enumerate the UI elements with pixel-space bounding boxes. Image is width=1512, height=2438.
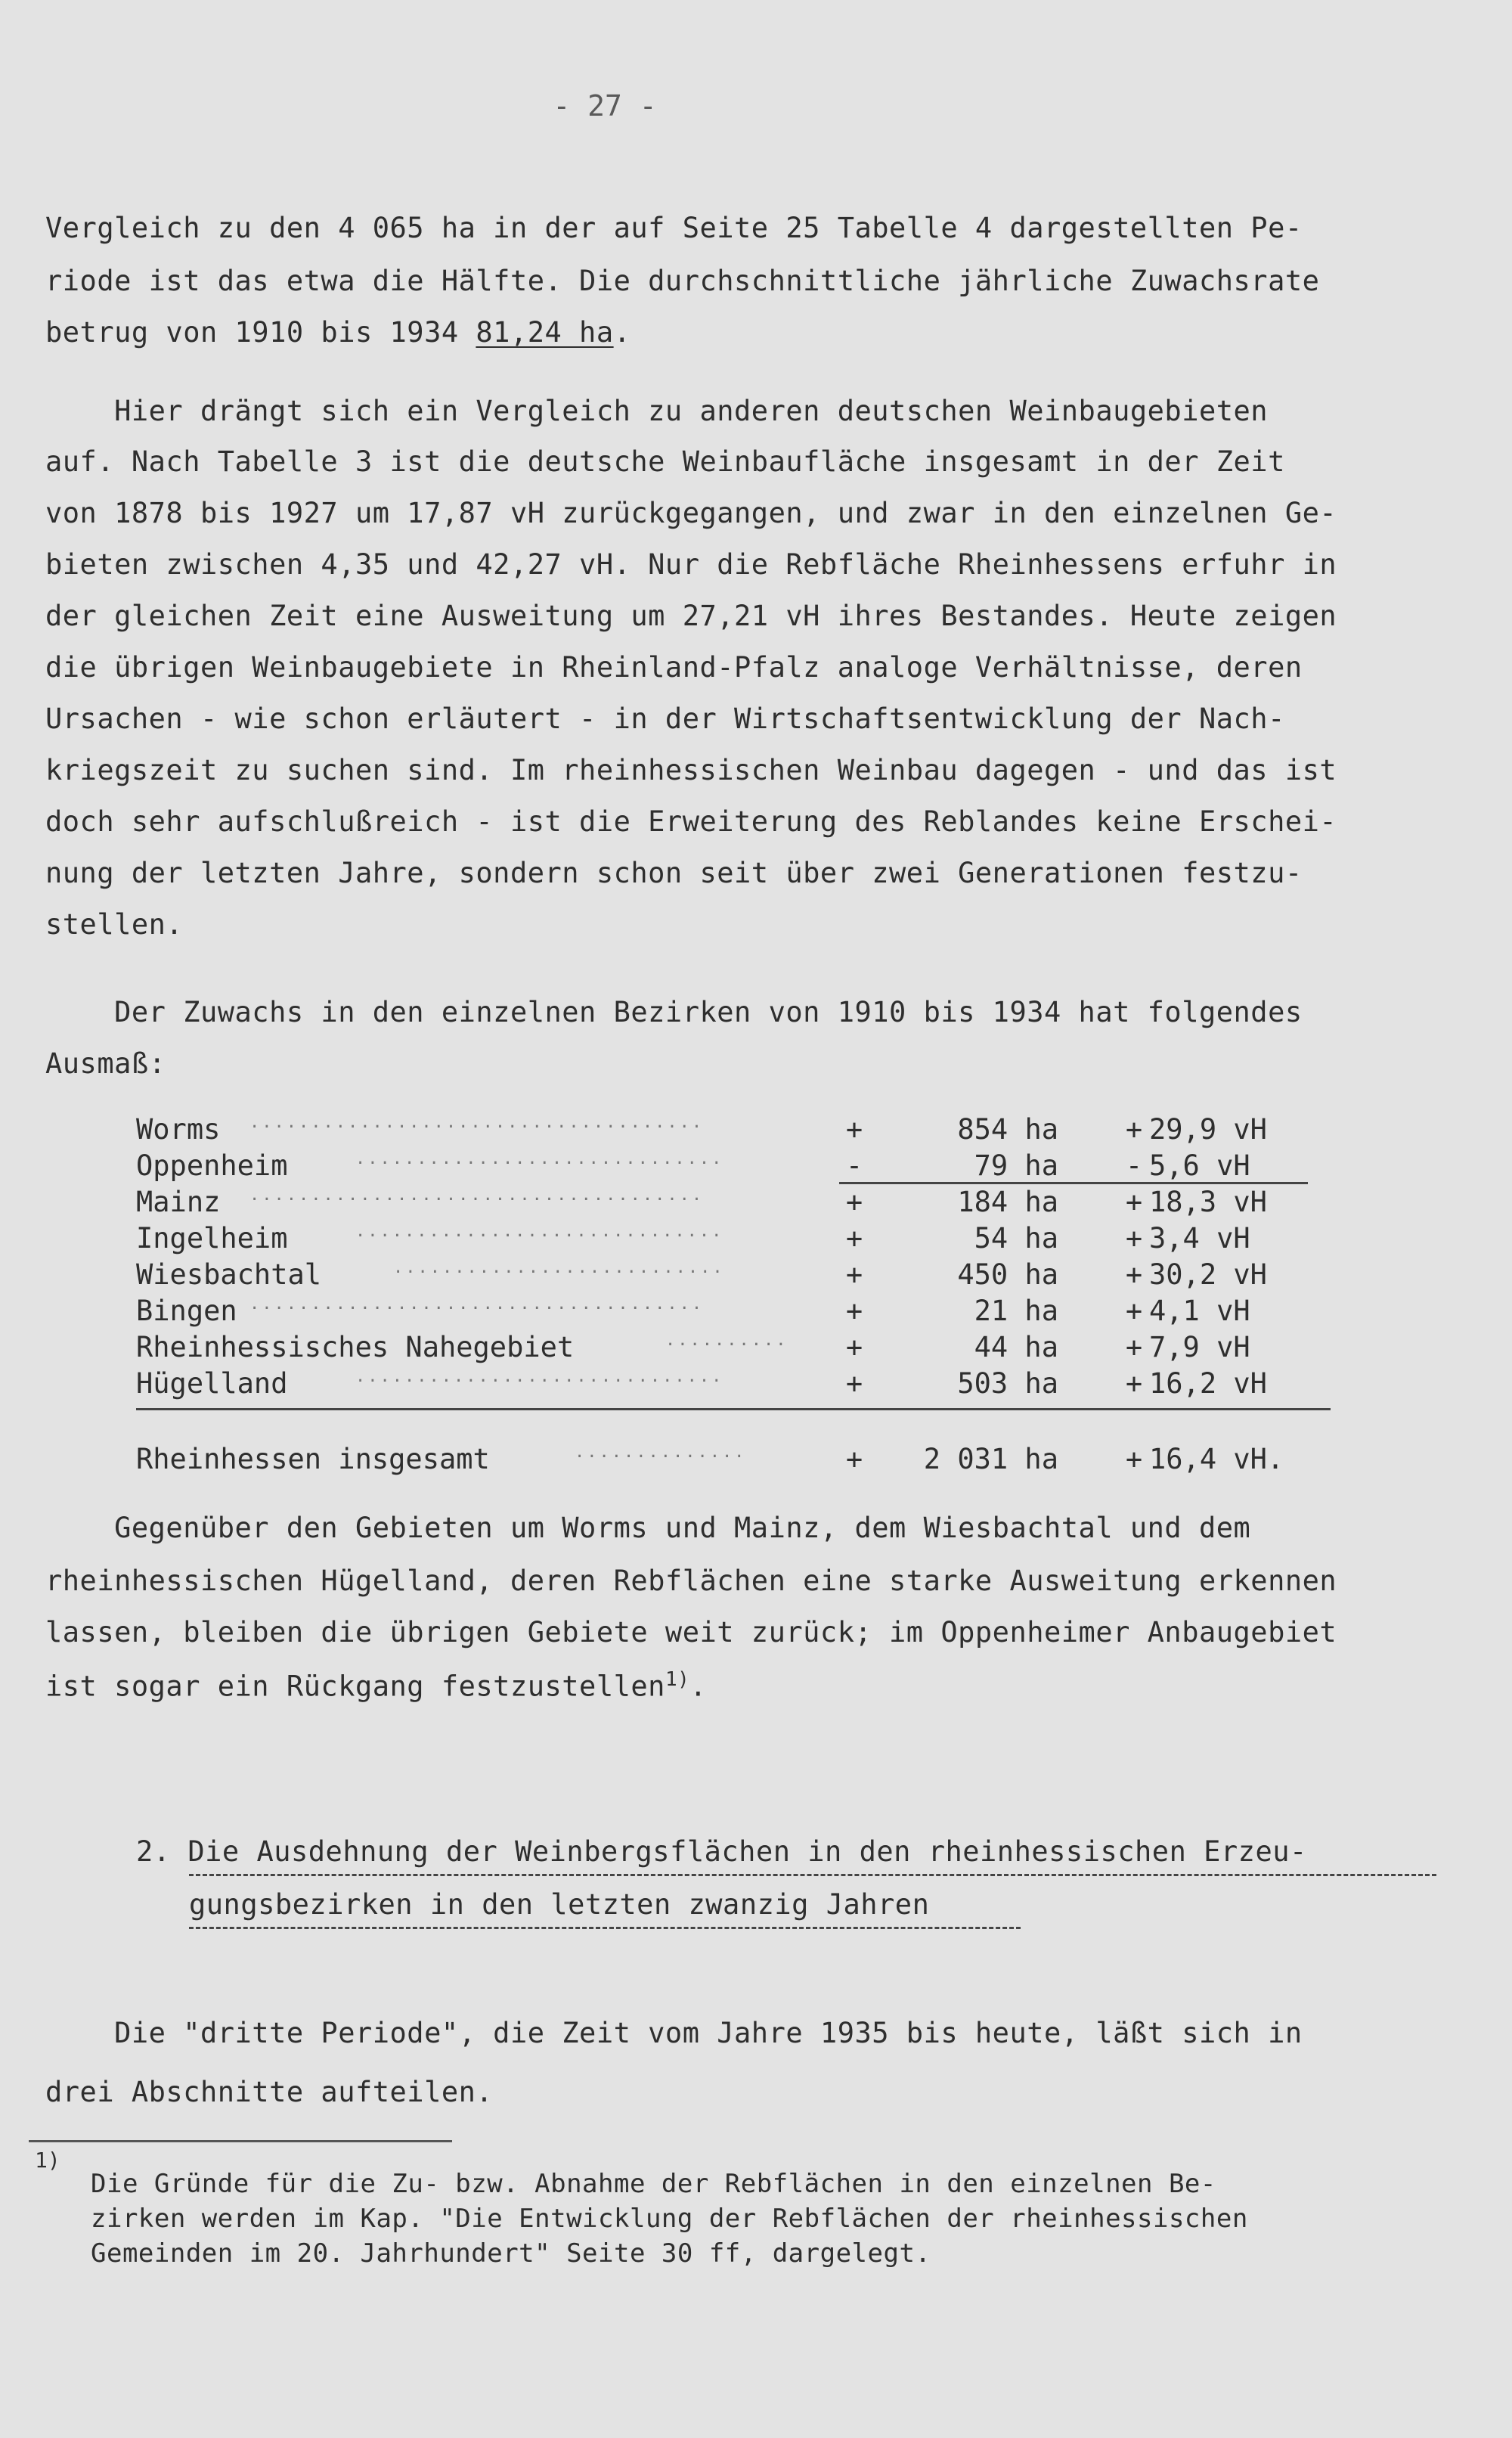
sign: + (1125, 1367, 1143, 1400)
underlined-value: 81,24 ha (476, 316, 614, 349)
table-row (136, 1149, 1331, 1184)
sign: + (1125, 1443, 1143, 1475)
sign: + (1125, 1295, 1143, 1327)
table-rule (136, 1408, 1331, 1410)
district-name: Hügelland (136, 1367, 288, 1400)
area-value: 54 ha (974, 1222, 1058, 1255)
sign: - (1125, 1149, 1143, 1182)
leader-dots: ······························ (355, 1227, 724, 1245)
text-line: Ursachen - wie schon erläutert - in der Wirtschaftsentwicklung der Nach- (45, 703, 1285, 735)
text-fragment: . (689, 1670, 708, 1703)
text-line: nung der letzten Jahre, sondern schon seit über zwei Generationen festzu- (45, 857, 1303, 889)
sign: + (845, 1295, 863, 1327)
text-line: Gegenüber den Gebieten um Worms und Mainz, dem Wiesbachtal und dem (45, 1512, 1251, 1544)
area-value: 2 031 ha (923, 1443, 1058, 1475)
sign: + (845, 1331, 863, 1363)
percent-value: 30,2 vH (1149, 1258, 1267, 1291)
heading-text: Die Ausdehnung der Weinbergsflächen in den rheinhessischen Erzeu- (187, 1835, 1307, 1868)
table-row (136, 1186, 1331, 1221)
footnote-mark: 1) (35, 2148, 60, 2173)
district-name: Worms (136, 1113, 221, 1146)
area-value: 854 ha (957, 1113, 1058, 1146)
table-row (136, 1295, 1331, 1329)
text-fragment: betrug von 1910 bis 1934 (45, 316, 476, 349)
table-row (136, 1258, 1331, 1293)
district-name: Ingelheim (136, 1222, 288, 1255)
text-line: Hier drängt sich ein Vergleich zu anderen deutschen Weinbaugebieten (45, 395, 1269, 427)
district-name: Wiesbachtal (136, 1258, 322, 1291)
text-line: Die "dritte Periode", die Zeit vom Jahre 1935 bis heute, läßt sich in (45, 2017, 1303, 2049)
sign: + (1125, 1258, 1143, 1291)
sign: + (845, 1113, 863, 1146)
table-row (136, 1113, 1331, 1148)
area-value: 450 ha (957, 1258, 1058, 1291)
text-line: Der Zuwachs in den einzelnen Bezirken von 1910 bis 1934 hat folgendes (45, 996, 1303, 1028)
percent-value: 29,9 vH (1149, 1113, 1267, 1146)
district-name: Mainz (136, 1186, 221, 1218)
text-line: die übrigen Weinbaugebiete in Rheinland-Pfalz analoge Verhältnisse, deren (45, 651, 1303, 684)
percent-value: 4,1 vH (1149, 1295, 1250, 1327)
sign: + (1125, 1113, 1143, 1146)
area-value: 184 ha (957, 1186, 1058, 1218)
district-name: Oppenheim (136, 1149, 288, 1182)
section-heading (136, 1835, 1482, 1868)
sign: + (845, 1186, 863, 1218)
text-line (45, 1668, 1474, 1703)
text-line: Vergleich zu den 4 065 ha in der auf Seite 25 Tabelle 4 dargestellten Pe- (45, 212, 1303, 244)
sign: + (1125, 1186, 1143, 1218)
text-line: auf. Nach Tabelle 3 ist die deutsche Weinbaufläche insgesamt in der Zeit (45, 445, 1285, 478)
text-line: lassen, bleiben die übrigen Gebiete weit zurück; im Oppenheimer Anbaugebiet (45, 1616, 1337, 1649)
footnote-line: Die Gründe für die Zu- bzw. Abnahme der Rebflächen in den einzelnen Be- (91, 2169, 1216, 2199)
heading-underline (189, 1874, 1436, 1876)
table-rule (839, 1182, 1308, 1184)
text-line: Ausmaß: (45, 1047, 166, 1080)
footnote-rule (29, 2140, 452, 2142)
text-line (45, 316, 1474, 349)
table-row (136, 1222, 1331, 1257)
text-line: bieten zwischen 4,35 und 42,27 vH. Nur die Rebfläche Rheinhessens erfuhr in (45, 548, 1337, 581)
text-line: rheinhessischen Hügelland, deren Rebflächen eine starke Ausweitung erkennen (45, 1565, 1337, 1597)
sign: + (1125, 1222, 1143, 1255)
percent-value: 7,9 vH (1149, 1331, 1250, 1363)
sign: + (845, 1367, 863, 1400)
text-line: von 1878 bis 1927 um 17,87 vH zurückgegangen, und zwar in den einzelnen Ge- (45, 497, 1337, 529)
text-fragment: . (613, 316, 631, 349)
percent-value: 3,4 vH (1149, 1222, 1250, 1255)
text-line: kriegszeit zu suchen sind. Im rheinhessischen Weinbau dagegen - und das ist (45, 754, 1337, 786)
percent-value: 5,6 vH (1149, 1149, 1250, 1182)
section-heading: gungsbezirken in den letzten zwanzig Jahren (189, 1888, 930, 1921)
text-line: riode ist das etwa die Hälfte. Die durchschnittliche jährliche Zuwachsrate (45, 265, 1320, 297)
leader-dots: ····································· (249, 1190, 705, 1209)
sign: + (845, 1222, 863, 1255)
footnote-line: zirken werden im Kap. "Die Entwicklung der Rebflächen der rheinhessischen (91, 2204, 1248, 2234)
table-row (136, 1331, 1331, 1366)
table-total-row (136, 1443, 1331, 1478)
percent-value: 18,3 vH (1149, 1186, 1267, 1218)
sign: + (845, 1443, 863, 1475)
percent-value: 16,4 vH. (1149, 1443, 1284, 1475)
footnote-line: Gemeinden im 20. Jahrhundert" Seite 30 ff, dargelegt. (91, 2238, 931, 2269)
sign: + (845, 1258, 863, 1291)
text-line: der gleichen Zeit eine Ausweitung um 27,21 vH ihres Bestandes. Heute zeigen (45, 600, 1337, 632)
leader-dots: ······························ (355, 1372, 724, 1391)
total-label: Rheinhessen insgesamt (136, 1443, 490, 1475)
page-number: - 27 - (553, 89, 657, 123)
table-row (136, 1367, 1331, 1402)
heading-underline (189, 1927, 1021, 1929)
leader-dots: ··························· (393, 1263, 725, 1282)
footnote-reference: 1) (665, 1668, 690, 1691)
area-value: 79 ha (974, 1149, 1058, 1182)
area-value: 503 ha (957, 1367, 1058, 1400)
district-name: Rheinhessisches Nahegebiet (136, 1331, 575, 1363)
area-value: 21 ha (974, 1295, 1058, 1327)
sign: + (1125, 1331, 1143, 1363)
heading-number: 2. (136, 1835, 171, 1868)
text-line: drei Abschnitte aufteilen. (45, 2076, 494, 2108)
sign: - (845, 1149, 863, 1182)
text-line: doch sehr aufschlußreich - ist die Erweiterung des Reblandes keine Erschei- (45, 805, 1337, 838)
text-line: stellen. (45, 908, 184, 941)
area-value: 44 ha (974, 1331, 1058, 1363)
leader-dots: ····································· (249, 1118, 705, 1137)
leader-dots: ·········· (665, 1335, 789, 1354)
leader-dots: ····································· (249, 1299, 705, 1318)
leader-dots: ······························ (355, 1154, 724, 1173)
text-fragment: ist sogar ein Rückgang festzustellen (45, 1670, 665, 1703)
leader-dots: ·············· (575, 1447, 747, 1466)
percent-value: 16,2 vH (1149, 1367, 1267, 1400)
district-name: Bingen (136, 1295, 237, 1327)
